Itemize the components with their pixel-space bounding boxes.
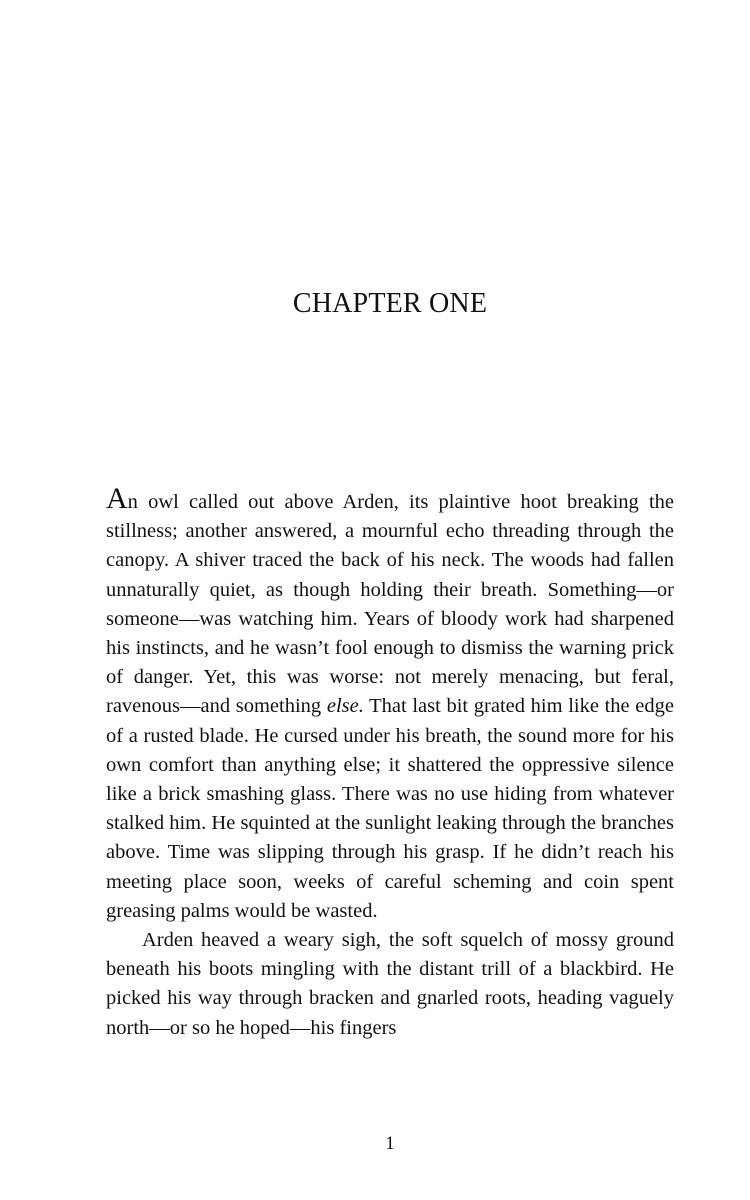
paragraph-2: Arden heaved a weary sigh, the soft squelch of mossy ground beneath his boots mingling with the distant trill of a blackbird. He picked his way through bracken and gnarled roots, heading vaguely north—or so he hoped—his fingers <box>106 929 674 1039</box>
chapter-body <box>106 482 675 1043</box>
drop-cap-letter: A <box>106 482 128 515</box>
paragraph-1-emphasis: else. <box>326 695 364 718</box>
paragraph-1-text-a: n owl called out above Arden, its plaintive hoot breaking the stillness; another answered, a mournful echo threading through the canopy. A shiver traced the back of his neck. The woods had fallen unnaturally quiet, as though holding their breath. Something—or someone—was watching him. Years of bloody work had sharpened his instincts, and he wasn’t fool enough to dismiss the warning prick of danger. Yet, this was worse: not merely menacing, but feral, ravenous—and something <box>106 491 674 718</box>
paragraph-1-text-b: That last bit grated him like the edge of a rusted blade. He cursed under his breath, the sound more for his own comfort than anything else; it shattered the oppressive silence like a brick smashing glass. There was no use hiding from whatever stalked him. He squinted at the sunlight leaking through the branches above. Time was slipping through his grasp. If he didn’t reach his meeting place soon, weeks of careful scheming and coin spent greasing palms would be wasted. <box>106 695 675 922</box>
page-number: 1 <box>385 1133 395 1154</box>
paragraph-1 <box>106 482 675 926</box>
chapter-title: CHAPTER ONE <box>292 288 488 319</box>
